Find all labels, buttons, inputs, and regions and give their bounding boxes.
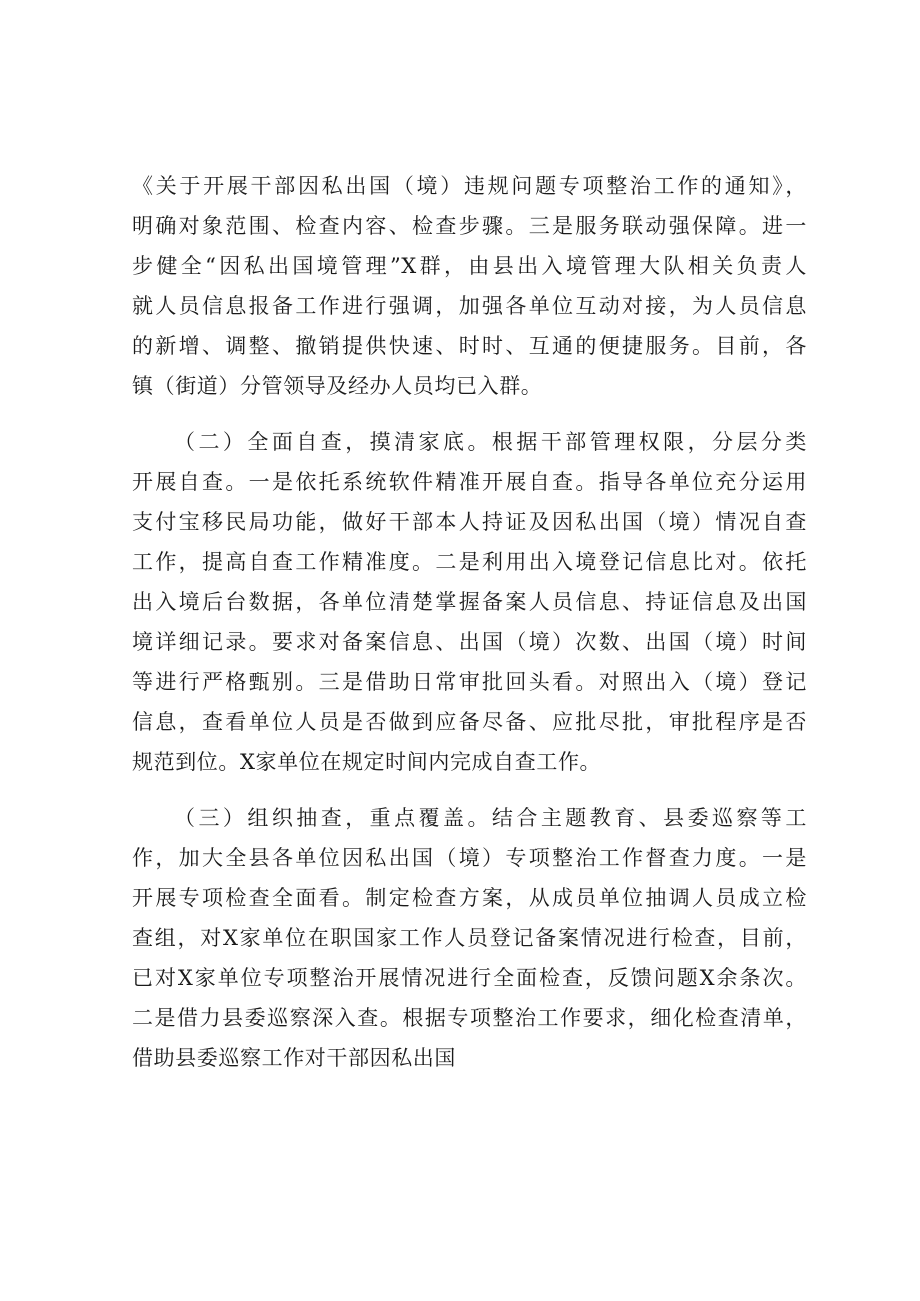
paragraph-3-line-2: 作，加大全县各单位因私出国（境）专项整治工作督查力度。一是 — [132, 846, 807, 870]
paragraph-2 — [132, 422, 807, 782]
paragraph-1-line-4: 就人员信息报备工作进行强调，加强各单位互动对接，为人员信息 — [132, 294, 807, 318]
paragraph-2-line-4: 工作，提高自查工作精准度。二是利用出入境登记信息比对。依托 — [132, 550, 807, 574]
paragraph-3-line-3: 开展专项检查全面看。制定检查方案，从成员单位抽调人员成立检 — [132, 886, 807, 910]
paragraph-1-line-3: 步健全“因私出国境管理”X群，由县出入境管理大队相关负责人 — [132, 254, 807, 278]
paragraph-2-line-2: 开展自查。一是依托系统软件精准开展自查。指导各单位充分运用 — [132, 470, 807, 494]
paragraph-3 — [132, 798, 807, 1078]
paragraph-1-line-2: 明确对象范围、检查内容、检查步骤。三是服务联动强保障。进一 — [132, 214, 807, 238]
paragraph-spacer — [132, 406, 807, 422]
paragraph-1-line-1: 《关于开展干部因私出国（境）违规问题专项整治工作的通知》， — [132, 174, 807, 198]
paragraph-2-line-8: 信息，查看单位人员是否做到应备尽备、应批尽批，审批程序是否 — [132, 710, 807, 734]
paragraph-3-line-7: 借助县委巡察工作对干部因私出国 — [132, 1046, 456, 1070]
paragraph-3-line-6: 二是借力县委巡察深入查。根据专项整治工作要求，细化检查清单， — [132, 1006, 807, 1030]
paragraph-3-line-5: 已对X家单位专项整治开展情况进行全面检查，反馈问题X余条次。 — [132, 966, 807, 990]
paragraph-3-line-4: 查组，对X家单位在职国家工作人员登记备案情况进行检查，目前， — [132, 926, 807, 950]
paragraph-2-line-6: 境详细记录。要求对备案信息、出国（境）次数、出国（境）时间 — [132, 630, 807, 654]
paragraph-2-line-3: 支付宝移民局功能，做好干部本人持证及因私出国（境）情况自查 — [132, 510, 807, 534]
paragraph-1-line-6: 镇（街道）分管领导及经办人员均已入群。 — [132, 374, 543, 398]
paragraph-2-line-1: （二）全面自查，摸清家底。根据干部管理权限，分层分类 — [174, 430, 807, 454]
paragraph-2-line-7: 等进行严格甄别。三是借助日常审批回头看。对照出入（境）登记 — [132, 670, 807, 694]
paragraph-spacer — [132, 782, 807, 798]
paragraph-2-line-5: 出入境后台数据，各单位清楚掌握备案人员信息、持证信息及出国 — [132, 590, 807, 614]
paragraph-3-line-1: （三）组织抽查，重点覆盖。结合主题教育、县委巡察等工 — [174, 806, 807, 830]
document-body — [132, 166, 807, 1078]
paragraph-2-line-9: 规范到位。X家单位在规定时间内完成自查工作。 — [132, 750, 602, 774]
paragraph-1-line-5: 的新增、调整、撤销提供快速、时时、互通的便捷服务。目前，各 — [132, 334, 807, 358]
paragraph-1 — [132, 166, 807, 406]
